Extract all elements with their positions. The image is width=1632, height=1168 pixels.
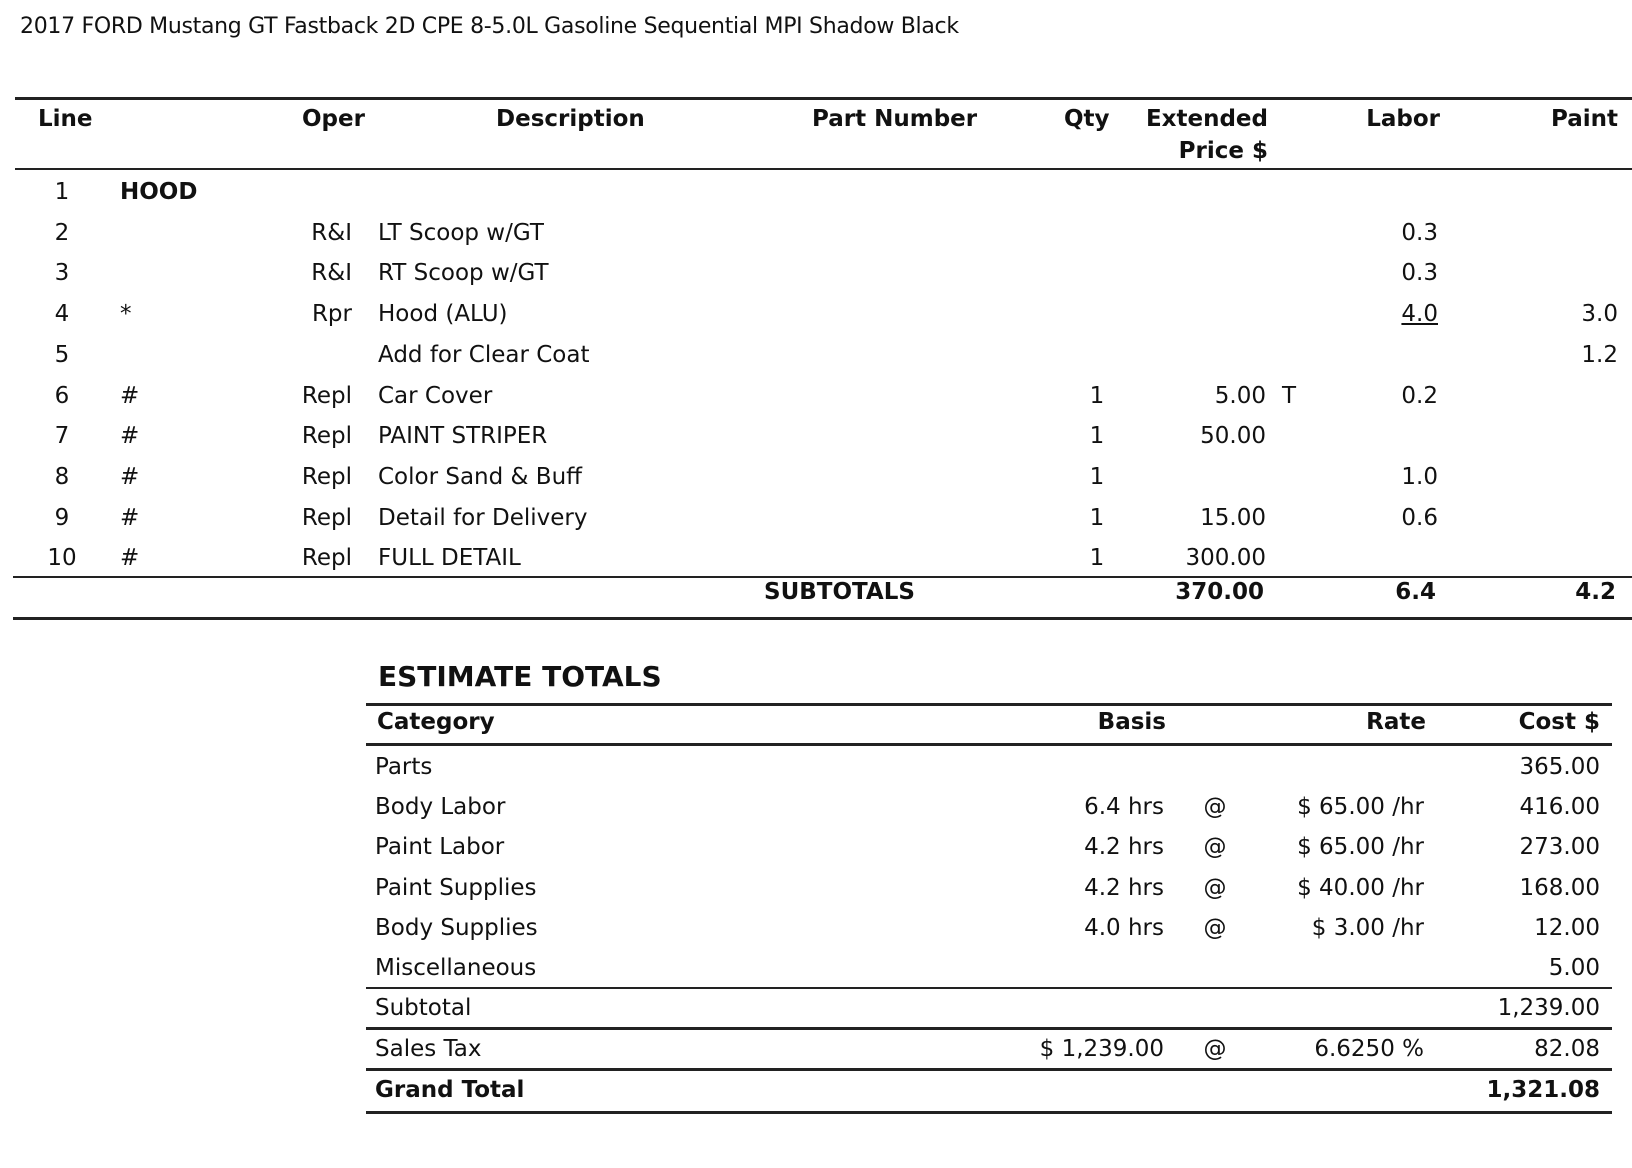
cell-description: FULL DETAIL [378,545,521,572]
totals-header-category: Category [377,709,495,735]
cell-description: Color Sand & Buff [378,463,582,490]
totals-cell-at: @ [1203,834,1227,861]
cell-line: 1 [54,179,70,205]
cell-labor: 4.0 [1401,301,1438,328]
col-header-price-1: Extended [1145,106,1268,132]
cell-oper: Repl [301,463,352,490]
totals-sales-tax-cost: 82.08 [1534,1036,1600,1062]
cell-flag: # [120,423,140,450]
totals-cell-rate: $ 3.00 /hr [1311,914,1424,941]
totals-cell-category: Paint Labor [375,834,505,861]
cell-oper: R&I [311,219,352,246]
cell-line: 5 [54,341,70,368]
totals-grand-total-row [0,1070,1632,1110]
col-header-line: Line [38,106,93,132]
totals-row [0,948,1632,988]
vehicle-description: 2017 FORD Mustang GT Fastback 2D CPE 8-5.0L Gasoline Sequential MPI Shadow Black [20,14,959,39]
totals-cell-category: Miscellaneous [375,955,537,981]
cell-oper: Repl [301,382,352,409]
cell-oper: Repl [301,423,352,450]
cell-line: 3 [54,260,70,287]
cell-flag: # [120,504,140,531]
cell-description: LT Scoop w/GT [378,219,544,246]
cell-description: RT Scoop w/GT [378,260,549,287]
cell-line: 2 [54,219,70,246]
header-bottom-rule [15,168,1632,170]
cell-tax-flag: T [1282,382,1297,409]
subtotals-label: SUBTOTALS [764,579,915,605]
cell-labor: 0.6 [1401,504,1438,531]
totals-header-cost: Cost $ [1518,709,1600,735]
cell-paint: 3.0 [1581,301,1618,328]
totals-cell-cost: 416.00 [1519,794,1600,821]
cell-labor: 0.3 [1401,219,1438,246]
totals-grand-total-label: Grand Total [375,1077,525,1103]
table-row [0,213,1632,253]
col-header-qty: Qty [1064,106,1110,132]
totals-row [0,908,1632,948]
totals-sales-tax-label: Sales Tax [375,1036,482,1062]
cell-line: 8 [54,463,70,490]
totals-cell-rate: $ 65.00 /hr [1297,834,1424,861]
table-row [0,294,1632,334]
table-row [0,416,1632,456]
totals-cell-cost: 12.00 [1534,914,1600,941]
totals-row [0,827,1632,867]
cell-description: PAINT STRIPER [378,423,548,450]
totals-cell-cost: 5.00 [1548,955,1600,981]
col-header-oper: Oper [302,106,365,132]
cell-line: 7 [54,423,70,450]
table-row [0,457,1632,497]
totals-cell-basis: 4.2 hrs [1084,874,1164,901]
totals-row [0,868,1632,908]
cell-price: 50.00 [1200,423,1266,450]
table-row [0,538,1632,578]
cell-price: 5.00 [1214,382,1266,409]
totals-bottom-rule [366,1111,1612,1114]
table-row [0,335,1632,375]
cell-description: Car Cover [378,382,493,409]
cell-oper: R&I [311,260,352,287]
totals-sales-tax-at: @ [1203,1036,1227,1062]
cell-price: 15.00 [1200,504,1266,531]
totals-cell-at: @ [1203,794,1227,821]
totals-subtotal-row [0,988,1632,1028]
cell-oper: Repl [301,504,352,531]
totals-header-basis: Basis [1097,709,1166,735]
col-header-part-number: Part Number [812,106,978,132]
totals-sales-tax-basis: $ 1,239.00 [1039,1036,1164,1062]
cell-qty: 1 [1089,545,1105,572]
cell-labor: 0.3 [1401,260,1438,287]
table-row [0,253,1632,293]
col-header-paint: Paint [1550,106,1618,132]
totals-sales-tax-row [0,1029,1632,1069]
cell-flag: # [120,463,140,490]
subtotals-paint: 4.2 [1575,579,1616,605]
subtotals-price: 370.00 [1175,579,1264,605]
cell-price: 300.00 [1185,545,1266,572]
totals-header-rule [366,743,1612,746]
cell-line: 4 [54,301,70,328]
cell-qty: 1 [1089,423,1105,450]
cell-labor: 1.0 [1401,463,1438,490]
estimate-totals-title: ESTIMATE TOTALS [378,660,662,693]
totals-cell-cost: 273.00 [1519,834,1600,861]
totals-subtotal-cost: 1,239.00 [1497,995,1600,1021]
table-top-rule [15,97,1632,100]
table-row [0,498,1632,538]
totals-cell-rate: $ 40.00 /hr [1297,874,1424,901]
cell-oper: Repl [301,545,352,572]
totals-cell-basis: 6.4 hrs [1084,794,1164,821]
totals-cell-basis: 4.0 hrs [1084,914,1164,941]
cell-labor: 0.2 [1401,382,1438,409]
col-header-price-2: Price $ [1178,138,1268,164]
totals-cell-cost: 168.00 [1519,874,1600,901]
totals-cell-basis: 4.2 hrs [1084,834,1164,861]
totals-cell-category: Paint Supplies [375,874,537,901]
table-row [0,376,1632,416]
totals-header-rate: Rate [1366,709,1426,735]
totals-cell-at: @ [1203,914,1227,941]
totals-row [0,787,1632,827]
cell-description: Detail for Delivery [378,504,588,531]
cell-qty: 1 [1089,382,1105,409]
totals-cell-category: Body Labor [375,794,506,821]
cell-paint: 1.2 [1581,341,1618,368]
totals-cell-rate: $ 65.00 /hr [1297,794,1424,821]
cell-flag: # [120,382,140,409]
totals-cell-at: @ [1203,874,1227,901]
cell-flag: * [120,301,132,328]
totals-sales-tax-rate: 6.6250 % [1314,1036,1424,1062]
cell-qty: 1 [1089,504,1105,531]
subtotals-labor: 6.4 [1395,579,1436,605]
totals-row [0,747,1632,787]
cell-line: 6 [54,382,70,409]
cell-description: Hood (ALU) [378,301,508,328]
totals-cell-cost: 365.00 [1519,754,1600,780]
totals-subtotal-label: Subtotal [375,995,472,1021]
totals-cell-category: Parts [375,754,433,780]
cell-flag: HOOD [120,179,198,205]
cell-line: 10 [47,545,77,572]
cell-flag: # [120,545,140,572]
totals-cell-category: Body Supplies [375,914,538,941]
cell-line: 9 [54,504,70,531]
col-header-description: Description [496,106,645,132]
cell-description: Add for Clear Coat [378,341,590,368]
table-row [0,172,1632,212]
col-header-labor: Labor [1366,106,1440,132]
table-bottom-rule [13,617,1632,620]
cell-qty: 1 [1089,463,1105,490]
totals-grand-total-cost: 1,321.08 [1486,1077,1600,1103]
cell-oper: Rpr [311,301,352,328]
